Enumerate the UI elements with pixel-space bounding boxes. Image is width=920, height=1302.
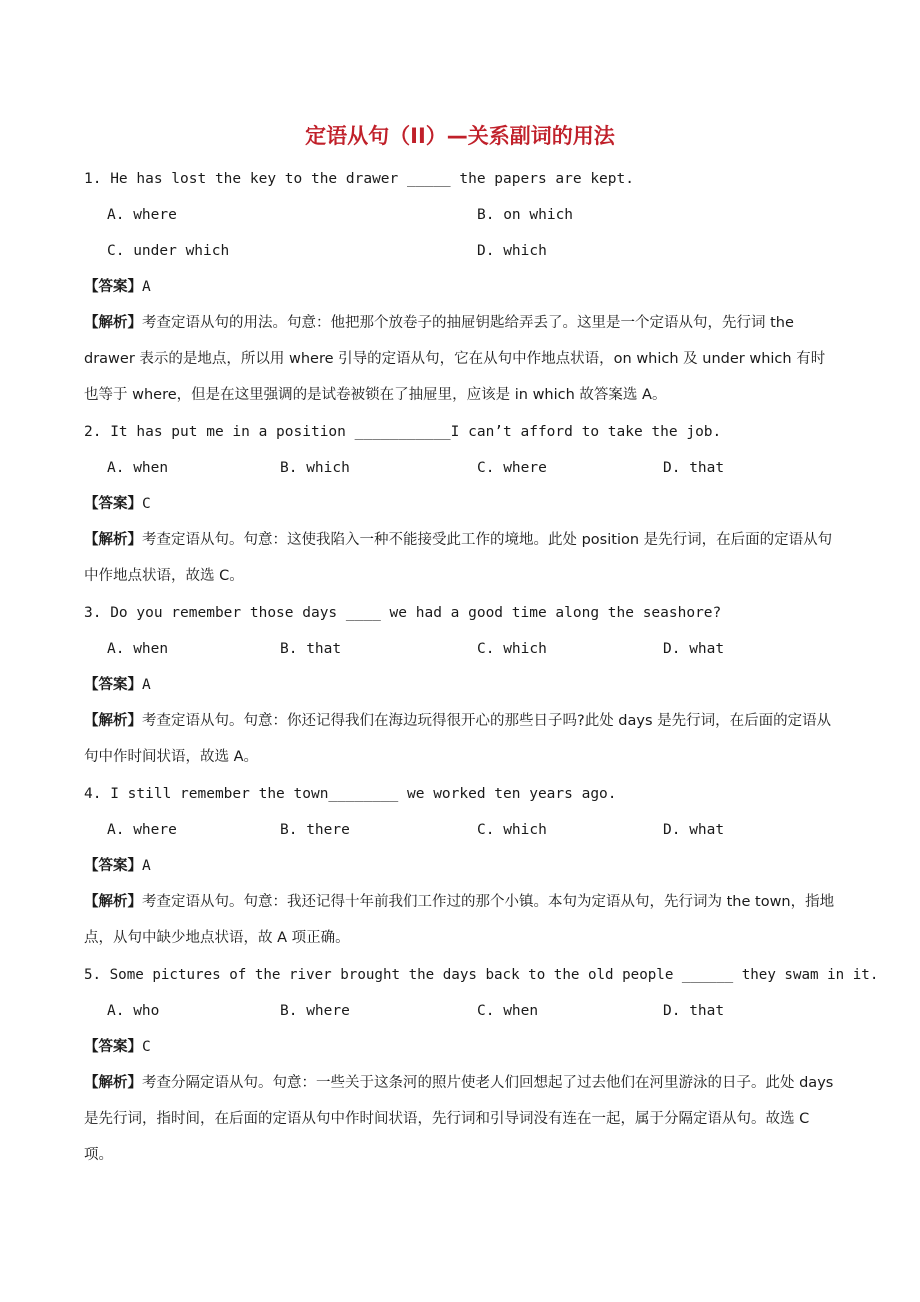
- question-3-option-c: C. which: [477, 641, 547, 657]
- answer-value: A: [142, 677, 151, 693]
- question-2-explanation: [84, 522, 838, 594]
- explanation-text: 考查分隔定语从句。句意：一些关于这条河的照片使老人们回想起了过去他们在河里游泳的日子。此处 days 是先行词，指时间，在后面的定语从句中作时间状语，先行词和引导词没有连在一起，属于分隔定语从句。故选 C 项。: [84, 1075, 834, 1163]
- question-3-answer: [84, 675, 151, 695]
- question-1-answer: [84, 277, 151, 297]
- answer-value: C: [142, 1039, 151, 1055]
- question-1-stem: 1. He has lost the key to the drawer _____ the papers are kept.: [84, 171, 634, 187]
- question-2-option-c: C. where: [477, 460, 547, 476]
- explanation-text: 考查定语从句。句意：我还记得十年前我们工作过的那个小镇。本句为定语从句，先行词为 the town，指地点，从句中缺少地点状语，故 A 项正确。: [84, 894, 835, 946]
- question-1-option-d: D. which: [477, 243, 547, 259]
- question-4-option-c: C. which: [477, 822, 547, 838]
- question-3-option-b: B. that: [280, 641, 342, 657]
- explanation-text: 考查定语从句。句意：这使我陷入一种不能接受此工作的境地。此处 position 是先行词，在后面的定语从句中作地点状语，故选 C。: [84, 532, 833, 584]
- question-4-option-d: D. what: [663, 822, 725, 838]
- question-2-option-d: D. that: [663, 460, 725, 476]
- question-2-answer: [84, 494, 151, 514]
- answer-label: 【答案】: [84, 1039, 142, 1055]
- question-3-option-a: A. when: [107, 641, 169, 657]
- explanation-label: 【解析】: [84, 315, 142, 331]
- question-4-option-b: B. there: [280, 822, 350, 838]
- answer-value: A: [142, 858, 151, 874]
- answer-label: 【答案】: [84, 677, 142, 693]
- question-4-stem: 4. I still remember the town________ we worked ten years ago.: [84, 786, 617, 802]
- question-3-option-d: D. what: [663, 641, 725, 657]
- explanation-label: 【解析】: [84, 1075, 142, 1091]
- question-1-option-b: B. on which: [477, 207, 574, 223]
- explanation-label: 【解析】: [84, 713, 142, 729]
- explanation-text: 考查定语从句的用法。句意：他把那个放卷子的抽屉钥匙给弄丢了。这里是一个定语从句，先行词 the drawer 表示的是地点，所以用 where 引导的定语从句，它在从句中作地点状语，on which 及 under which 有时也等于 where，但是在这里强调的是试卷被锁在了抽屉里，应该是 in which 故答案选 A。: [84, 315, 826, 403]
- question-5-explanation: [84, 1065, 838, 1173]
- question-3-explanation: [84, 703, 838, 775]
- answer-label: 【答案】: [84, 496, 142, 512]
- question-5-option-d: D. that: [663, 1003, 725, 1019]
- question-5-answer: [84, 1037, 151, 1057]
- question-5-option-a: A. who: [107, 1003, 160, 1019]
- question-1-explanation: [84, 305, 838, 413]
- answer-value: A: [142, 279, 151, 295]
- question-4-answer: [84, 856, 151, 876]
- question-4-option-a: A. where: [107, 822, 177, 838]
- question-4-explanation: [84, 884, 838, 956]
- question-5-option-c: C. when: [477, 1003, 539, 1019]
- answer-label: 【答案】: [84, 279, 142, 295]
- question-2-stem: 2. It has put me in a position ___________I can’t afford to take the job.: [84, 424, 722, 440]
- question-5-option-b: B. where: [280, 1003, 350, 1019]
- explanation-text: 考查定语从句。句意：你还记得我们在海边玩得很开心的那些日子吗?此处 days 是先行词，在后面的定语从句中作时间状语，故选 A。: [84, 713, 832, 765]
- explanation-label: 【解析】: [84, 894, 142, 910]
- answer-value: C: [142, 496, 151, 512]
- page-title: 定语从句（II）—关系副词的用法: [305, 124, 615, 148]
- question-2-option-b: B. which: [280, 460, 350, 476]
- question-5-stem: 5. Some pictures of the river brought the days back to the old people ______ they swam in it.: [84, 967, 879, 983]
- question-3-stem: 3. Do you remember those days ____ we had a good time along the seashore?: [84, 605, 722, 621]
- question-1-option-c: C. under which: [107, 243, 230, 259]
- answer-label: 【答案】: [84, 858, 142, 874]
- explanation-label: 【解析】: [84, 532, 142, 548]
- question-2-option-a: A. when: [107, 460, 169, 476]
- question-1-option-a: A. where: [107, 207, 177, 223]
